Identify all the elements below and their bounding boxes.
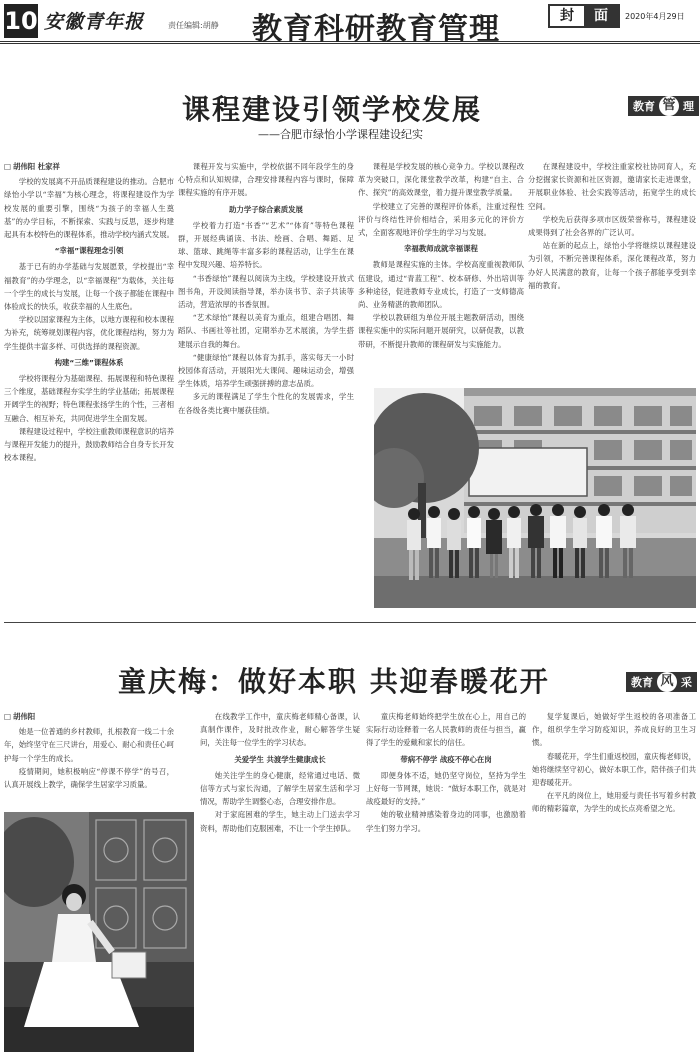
page-number: 10 — [4, 4, 38, 38]
paragraph: 学校以教研组为单位开展主题教研活动，围绕课程实施中的实际问题开展研究，以研促教，以教带研，不断提升教师的课程研发与实施能力。 — [358, 313, 524, 349]
article2-column-2 — [200, 710, 360, 1052]
subheading: 关爱学生 共渡学生健康成长 — [234, 754, 326, 764]
paragraph: 复学复课后，她做好学生返校的各项准备工作，组织学生学习防疫知识，养成良好的卫生习惯。 — [532, 712, 696, 748]
subheading: 构建“三维”课程体系 — [54, 357, 124, 367]
paragraph: 课程建设过程中，学校注重教师课程意识的培养与课程开发能力的提升，鼓励教师结合自身专长开发校本课程。 — [4, 426, 174, 463]
section-tag-left: 封 — [560, 8, 574, 24]
badge-right-text: 采 — [681, 676, 692, 689]
badge-circle-text: 风 — [657, 672, 677, 692]
paragraph: 在课程建设中，学校注重家校社协同育人，充分挖掘家长资源和社区资源，邀请家长走进课堂，开展职业体验、社会实践等活动，拓宽学生的成长空间。 — [528, 162, 696, 211]
article2-column-3 — [366, 710, 526, 1052]
editor-line: 责任编辑:胡静 — [168, 21, 219, 30]
article1-column-badge — [628, 96, 699, 116]
subheading: “幸福”课程理念引领 — [54, 246, 124, 256]
paragraph: 她的敬业精神感染着身边的同事，也激励着学生们努力学习。 — [366, 810, 526, 833]
paragraph: 学校先后获得多项市区级荣誉称号，课程建设成果得到了社会各界的广泛认可。 — [528, 214, 696, 238]
article2-column-4 — [532, 710, 696, 1052]
section-tag-right: 面 — [584, 6, 618, 26]
section-title-part2: 教育管理 — [376, 12, 500, 47]
paragraph: 春暖花开，学生们重返校园，童庆梅老师说，她将继续坚守初心，做好本职工作，陪伴孩子们共迎春暖花开。 — [532, 751, 696, 788]
subheading: 带病不停学 战疫不停心在岗 — [400, 754, 492, 764]
issue-date: 2020年4月29日 — [625, 12, 685, 21]
article1-headline: 课程建设引领学校发展 — [182, 93, 483, 126]
paragraph: 课程开发与实施中，学校依据不同年段学生的身心特点和认知规律，合理安排课程内容与课时，保障课程实施的有序开展。 — [178, 162, 354, 198]
article1-column-2 — [178, 160, 354, 610]
paragraph: 疫情期间，她积极响应“停课不停学”的号召，认真开展线上教学，确保学生居家学习质量。 — [4, 766, 174, 790]
paragraph: 在平凡的岗位上，她用爱与责任书写着乡村教师的精彩篇章，为学生的成长点亮希望之光。 — [532, 791, 696, 814]
article1-column-4 — [528, 160, 696, 385]
paragraph: 她关注学生的身心健康，经常通过电话、微信等方式与家长沟通，了解学生居家生活和学习情况，帮助学生调整心态，合理安排作息。 — [200, 770, 360, 807]
paragraph: 基于已有的办学基础与发展愿景，学校提出“幸福教育”的办学理念，以“幸福课程”为载体，关注每一个学生的成长与发展，让每一个孩子都能在课程中体验成长的快乐，收获幸福的人生底色。 — [4, 262, 174, 312]
section-tag — [548, 4, 620, 28]
badge-right-text: 理 — [683, 100, 694, 113]
paragraph: 学校以国家课程为主体，以地方课程和校本课程为补充，统筹规划课程内容，优化课程结构，努力为学生提供丰富多样、可供选择的课程资源。 — [4, 315, 174, 351]
paragraph: 对于家庭困难的学生，她主动上门送去学习资料，帮助他们克服困难，不让一个学生掉队。 — [200, 810, 360, 833]
badge-circle-text: 管 — [659, 96, 679, 116]
section-title — [252, 4, 500, 48]
paragraph: 她是一位普通的乡村教师，扎根教育一线二十余年，始终坚守在三尺讲台，用爱心、耐心和责任心呵护每一个学生的成长。 — [4, 727, 174, 763]
article2-headline: 童庆梅：做好本职 共迎春暖花开 — [118, 665, 550, 698]
paragraph: 学校建立了完善的课程评价体系，注重过程性评价与终结性评价相结合，采用多元化的评价方式，全面客观地评价学生的学习与发展。 — [358, 201, 524, 238]
article2-column-badge — [626, 672, 697, 692]
article1-group-photo — [374, 388, 696, 608]
article1-column-3 — [358, 160, 524, 385]
article1-column-1 — [4, 160, 174, 610]
badge-left-text: 教育 — [633, 100, 655, 113]
paragraph: “艺术绿怡”课程以美育为重点，组建合唱团、舞蹈队、书画社等社团，定期举办艺术展演，为学生搭建展示自我的舞台。 — [178, 313, 354, 349]
article2-column-1 — [4, 710, 174, 810]
paragraph: 站在新的起点上，绿怡小学将继续以课程建设为引领，不断完善课程体系，深化课程改革，努力办好人民满意的教育，让每一个孩子都能享受到幸福的教育。 — [528, 241, 696, 290]
article2-byline: □ 胡伟阳 — [4, 710, 174, 723]
paragraph: 在线教学工作中，童庆梅老师精心备课，认真制作课件，及时批改作业，耐心解答学生疑问，关注每一位学生的学习状态。 — [200, 712, 360, 748]
paragraph: “健康绿怡”课程以体育为抓手，落实每天一小时校园体育活动，开展阳光大课间、趣味运动会，增强学生体质，培养学生顽强拼搏的意志品质。 — [178, 352, 354, 389]
subheading: 幸福教师成就幸福课程 — [404, 244, 478, 254]
article2-portrait-photo — [4, 812, 194, 1052]
paragraph: 童庆梅老师始终把学生放在心上，用自己的实际行动诠释着一名人民教师的责任与担当，赢得了学生的爱戴和家长的信任。 — [366, 712, 526, 748]
article1-byline: □ 胡伟阳 杜家祥 — [4, 160, 174, 173]
paragraph: 学校的发展离不开品质课程建设的推动。合肥市绿怡小学以“幸福”为核心理念，将课程建设作为学校发展的重要引擎，围绕“为孩子的幸福人生奠基”的办学目标，不断探索、实践与反思，逐步构建起具有本校特色的课程体系，推动学校内涵式发展。 — [4, 177, 174, 240]
article1-subtitle: ——合肥市绿怡小学课程建设纪实 — [258, 128, 423, 141]
group-photo-image — [374, 388, 696, 608]
paragraph: 学校着力打造“书香”“艺术”“体育”等特色课程群，开展经典诵读、书法、绘画、合唱、舞蹈、足球、篮球、跳绳等丰富多彩的课程活动，让学生在课程中发现兴趣、培养特长。 — [178, 220, 354, 270]
masthead — [0, 0, 700, 47]
paragraph: “书香绿怡”课程以阅读为主线，学校建设开放式图书角，开设阅读指导课，举办读书节、亲子共读等活动，营造浓厚的书香氛围。 — [178, 273, 354, 310]
badge-left-text: 教育 — [631, 676, 653, 689]
paragraph: 即便身体不适，她仍坚守岗位，坚持为学生上好每一节网课，她说：“做好本职工作，就是对战疫最好的支持。” — [366, 770, 526, 807]
paragraph: 教师是课程实施的主体。学校高度重视教师队伍建设，通过“青蓝工程”、校本研修、外出培训等多种途径，促进教师专业成长，打造了一支师德高尚、业务精湛的教师团队。 — [358, 260, 524, 310]
subheading: 助力学子综合素质发展 — [229, 204, 303, 214]
paragraph: 学校将课程分为基础课程、拓展课程和特色课程三个维度，基础课程夯实学生的学业基础；拓展课程开阔学生的视野；特色课程张扬学生的个性，三者相互融合、相互补充，共同促进学生全面发展。 — [4, 374, 174, 423]
section-title-part1: 教育科研 — [252, 12, 376, 47]
article-divider — [4, 622, 696, 623]
paragraph: 课程是学校发展的核心竞争力。学校以课程改革为突破口，深化课堂教学改革，构建“自主、合作、探究”的高效课堂，着力提升课堂教学质量。 — [358, 162, 524, 198]
paragraph: 多元的课程满足了学生个性化的发展需求，学生在各级各类比赛中屡获佳绩。 — [178, 392, 354, 415]
newspaper-name: 安徽青年报 — [44, 11, 145, 33]
portrait-photo-image — [4, 812, 194, 1052]
